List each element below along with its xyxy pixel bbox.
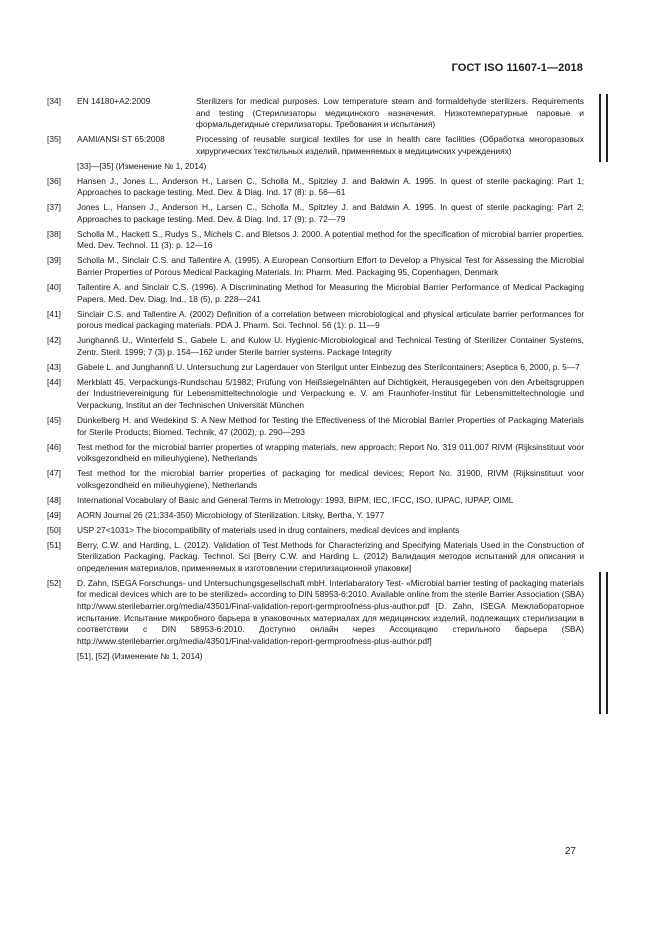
reference-number: [43] [47,361,61,372]
reference-text: Tallentire A. and Sinclair C.S. (1996). A Discriminating Method for Measuring the Microbial Barrier Performance of Medical Packaging Papers. Med. Dev. Diag. Ind., 18 (5), p. 228—241 [77,282,584,304]
reference-text: Test method for the microbial barrier properties of packaging for medical devices; Report No. 31900, RIVM (Rijksinstituut voor volksgezondheid en milieuhygiene), Netherlands [77,468,584,490]
reference-item [47,202,584,225]
reference-text: Gabele L. and Junghannß U. Untersuchung zur Lagerdauer von Sterilgut unter Einbezug des Sterilcontainers; Aseptica 6, 2000, p. 5—7 [77,361,580,372]
reference-number: [51] [47,539,61,550]
reference-text: Scholla M., Sinclair C.S. and Tallentire A. (1995). A European Consortium Effort to Develop a Physical Test for Assessing the Microbial Barrier Properties of Porous Medical Packaging Materials. In: Pharm. Med. Packaging 95, Copenhagen, Denmark [77,255,584,278]
reference-number: [37] [47,202,61,213]
document-header: ГОСТ ISO 11607-1—2018 [451,62,583,74]
reference-text: Test method for the microbial barrier properties of wrapping materials, new approach; Report No. 319 011.007 RIVM (Rijksinstituut voor volksgezondheid en milieuhygiene), Netherlands [77,441,584,464]
reference-item [47,229,584,252]
reference-item [47,96,584,131]
reference-text: Sinclair C.S. and Tallentire A. (2002) Definition of a correlation between microbiological and physical articulate barrier performances for porous medical packaging materials. PDA J. Pharm. Sci. Technol. 56 (1): p. 11—9 [77,308,584,331]
bibliography-list [47,96,584,666]
reference-item [47,134,584,157]
reference-number: [46] [47,441,61,452]
change-bar [599,94,601,162]
reference-item [47,525,584,537]
reference-number: [45] [47,414,61,425]
reference-item [47,282,584,305]
reference-text: Junghannß U., Winterfeld S., Gabele L. and Kulow U. Hygienic-Microbiological and Technical Testing of Sterilizer Container Systems, Zentr. Steril. 1999; 7 (3) p. 154—162 under Sterile barrier systems. Package Integrity [77,335,584,357]
reference-number: [49] [47,509,61,520]
reference-text: Dunkelberg H. and Wedekind S. A New Method for Testing the Effectiveness of the Microbial Barrier Properties of Packaging Materials for Sterile Products; Biomed. Technik, 47 (2002), p. 290—293 [77,414,584,437]
reference-item [47,335,584,358]
reference-text: International Vocabulary of Basic and General Terms in Metrology: 1993, BIPM, IEC, IFCC, ISO, IUPAC, IUPAP, OIML [77,494,514,505]
reference-text: Merkblatt 45, Verpackungs-Rundschau 5/1982; Prüfung von Heißsiegelnähten auf Dichtigkeit, Herausgegeben von den Arbeitsgruppen der Industrievereinigung für Lebensmitteltechnologie und Verpackung e. V. am Fraunhofer-Institut für Lebensmitteltechnologie und Verpackung, Institut an der Technischen Universität München [77,376,584,410]
change-bar [599,572,601,714]
standard-code: AAMI/ANSI ST 65:2008 [77,134,165,145]
reference-text: AORN Journal 26 (21:334-350) Microbiology of Sterilization. Litsky, Bertha, Y. 1977 [77,509,385,520]
reference-item [47,176,584,199]
reference-item [47,468,584,491]
reference-number: [42] [47,335,61,346]
reference-item [47,362,584,374]
reference-text: Hansen J., Jones L., Anderson H., Larsen C., Scholla M., Spitzley J. and Baldwin A. 1995. In quest of sterile packaging: Part 1; Approaches to package testing. Med. Dev. & Diag. Ind. 17 (8): p. 56—61 [77,175,584,198]
reference-number: [34] [47,96,61,106]
page-number: 27 [564,846,576,857]
reference-item [47,415,584,438]
reference-number: [48] [47,494,61,505]
change-bar [606,94,608,162]
reference-number: [36] [47,175,61,186]
reference-number: [50] [47,524,61,535]
reference-text: Processing of reusable surgical textiles for use in health care facilities (Обработка многоразовых хирургических текстильных изделий, применяемых в медицинских учреждениях) [196,134,584,156]
reference-item [47,578,584,648]
reference-item [47,377,584,412]
standard-code: EN 14180+A2:2009 [77,96,151,106]
amendment-note: [51], [52] (Изменение № 1, 2014) [77,650,203,661]
reference-number: [35] [47,134,61,145]
change-bar [606,572,608,714]
reference-item [47,442,584,465]
reference-item [47,495,584,507]
reference-text: Scholla M., Hackett S., Rudys S., Michels C. and Bletsos J. 2000. A potential method for the specification of microbial barrier properties. Med. Dev. Technol. 11 (3): p. 12—16 [77,228,584,251]
reference-text: Berry, C.W. and Harding, L. (2012). Validation of Test Methods for Characterizing and Specifying Materials Used in the Construction of Sterilization Packaging. Packag. Technol. Sci [Berry C.W. and Harding L. (2012) Валидация методов испытаний для описания и определения материалов, применяемых в изготовлении стерилизационной упаковки] [77,539,584,573]
reference-item [47,255,584,278]
reference-item [47,540,584,575]
reference-text: Jones L., Hansen J., Anderson H., Larsen C., Scholla M., Spitzley J. and Baldwin A. 1995. In quest of sterile packaging: Part 2; Approaches to package testing. Med. Dev. & Diag. Ind. 17 (9): p. 72—79 [77,202,584,224]
reference-number: [40] [47,282,61,293]
reference-number: [44] [47,376,61,387]
reference-number: [47] [47,468,61,479]
reference-item [47,309,584,332]
reference-text: USP 27<1031> The biocompatibility of materials used in drug containers, medical devices and implants [77,524,460,535]
reference-item [47,510,584,522]
reference-number: [41] [47,308,61,319]
reference-number: [52] [47,577,61,588]
reference-number: [38] [47,228,61,239]
reference-text: Sterilizers for medical purposes. Low temperature steam and formaldehyde sterilizers. Requirements and testing (Стерилизаторы медицинского назначения. Низкотемпературные паровые и формальдегидные стерилизаторы. Требования и испытания) [196,96,584,130]
reference-number: [39] [47,255,61,266]
amendment-note: [33]—[35] (Изменение № 1, 2014) [77,160,207,171]
reference-text: D. Zahn, ISEGA Forschungs- und Untersuchungsgesellschaft mbH. Interlabaratory Test- «Microbial barrier testing of packaging materials for medical devices which are to be sterilized» according to DIN 58953-6:2010. Available online from the sterile Barrier Association (SBA) http://www.sterilebarrier.org/media/43501/Final-validation-report-germproofness-plus-author.pdf [D. Zahn, ISEGA Межлабораторное испытание. Испытание микробного барьера в упаковочных материалах для медицинских изделий, подлежащих стерилизации в соответствии с DIN 58953-6:2010. Доступно онлайн через Ассоциацию стерильного барьера (SBA) http://www.sterilebarrier.org/media/43501/Final-validation-report-germproofness-plus-author.pdf] [77,577,584,646]
